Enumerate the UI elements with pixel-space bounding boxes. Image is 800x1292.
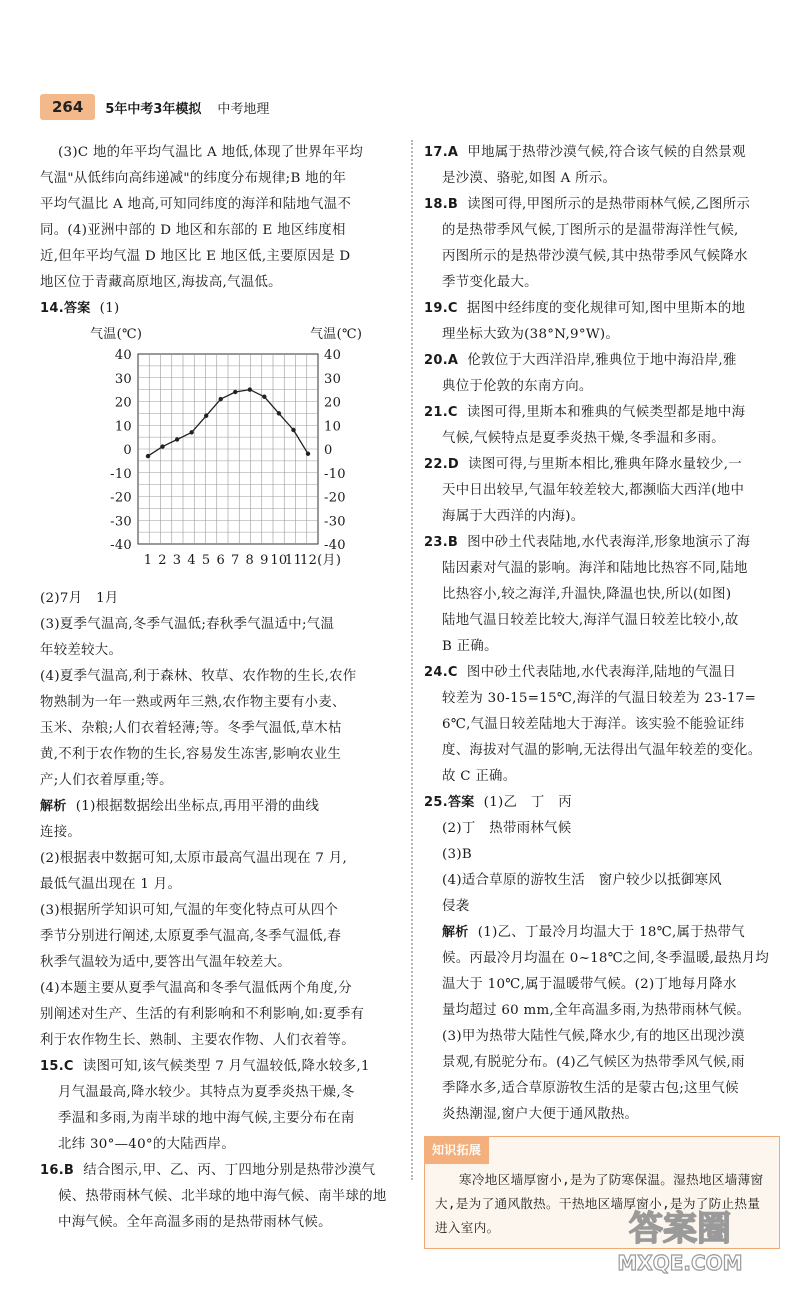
question-number: 15.C [40, 1059, 74, 1074]
text-line: 陆地气温日较差比较大,海洋气温日较差比较小,故 [442, 613, 739, 628]
watermark-logo [580, 1198, 780, 1278]
text-line: 炎热潮湿,窗户大便于通风散热。 [442, 1107, 639, 1122]
answer-item [424, 140, 780, 192]
y-axis-label-left: 气温(℃) [90, 327, 143, 342]
y-tick-label-left: -10 [110, 466, 132, 482]
text-line: 季降水多,适合草原游牧生活的是蒙古包;这里气候 [442, 1081, 739, 1096]
y-tick-label-right: 40 [324, 348, 342, 363]
text-line: 读图可得,与里斯本相比,雅典年降水量较少,一 [468, 457, 742, 472]
text-line: (3)甲为热带大陆性气候,降水少,有的地区出现沙漠 [442, 1029, 745, 1044]
text-line: (1)根据数据绘出坐标点,再用平滑的曲线 [75, 799, 320, 814]
text-line: 黄,不利于农作物的生长,容易发生冻害,影响农业生 [40, 747, 342, 762]
text-line: (3)根据所学知识可知,气温的年变化特点可从四个 [40, 903, 339, 918]
part-label: (1) [99, 301, 120, 316]
text-line: (3)C 地的年平均气温比 A 地低,体现了世界年平均 [58, 145, 364, 160]
text-line: (4)夏季气温高,利于森林、牧草、农作物的生长,农作 [40, 669, 357, 684]
x-tick-label: 2 [158, 553, 167, 568]
question-number: 22.D [424, 457, 460, 472]
answer-label: 答案 [447, 795, 475, 810]
text-line: 据图中经纬度的变化规律可知,图中里斯本的地 [466, 301, 746, 316]
y-tick-label-right: 30 [324, 371, 342, 387]
knowledge-box-title: 知识拓展 [424, 1136, 489, 1164]
question-number: 24.C [424, 665, 458, 680]
text-line: 较差为 30-15=15℃,海洋的气温日较差为 23-17= [442, 691, 757, 706]
x-tick-label: 5 [201, 553, 211, 568]
left-column [40, 140, 402, 1236]
answer-item [424, 192, 780, 296]
page-number: 264 [40, 94, 95, 120]
watermark-site: MXQE.COM [617, 1251, 743, 1275]
text-line: 伦敦位于大西洋沿岸,雅典位于地中海沿岸,雅 [467, 353, 737, 368]
data-point [233, 390, 237, 394]
text-line: 物熟制为一年一熟或两年三熟,农作物主要有小麦、 [40, 695, 346, 710]
x-tick-label: 8 [245, 553, 255, 568]
text-line: 地区位于青藏高原地区,海拔高,气温低。 [40, 275, 282, 290]
text-line: 读图可得,甲图所示的是热带雨林气候,乙图所示 [467, 197, 751, 212]
text-line: 季温和多雨,为南半球的地中海气候,主要分布在南 [58, 1111, 355, 1126]
q14-heading [40, 296, 402, 322]
answer-item [424, 348, 780, 400]
text-line: 同。(4)亚洲中部的 D 地区和东部的 E 地区纬度相 [40, 223, 346, 238]
text-line: 6℃,气温日较差陆地大于海洋。该实验不能验证纬 [442, 717, 745, 732]
answer-item [424, 400, 780, 452]
text-line: 理坐标大致为(38°N,9°W)。 [442, 327, 620, 342]
text-line: 海属于大西洋的内海)。 [442, 509, 585, 524]
text-line: 近,但年平均气温 D 地区比 E 地区低,主要原因是 D [40, 249, 351, 264]
question-number: 25. [424, 795, 448, 810]
q14-analysis [40, 794, 402, 1054]
question-number: 14. [40, 301, 64, 316]
text-line: (3)B [442, 847, 473, 862]
text-line: 结合图示,甲、乙、丙、丁四地分别是热带沙漠气 [83, 1163, 376, 1178]
answer-items [424, 140, 780, 790]
column-divider [411, 140, 413, 1180]
text-line: 是沙漠、骆驼,如图 A 所示。 [442, 171, 617, 186]
text-line: 别阐述对生产、生活的有利影响和不利影响,如:夏季有 [40, 1007, 365, 1022]
data-point [204, 414, 208, 418]
x-tick-label: 3 [172, 553, 182, 568]
q25 [424, 790, 780, 1128]
text-line: (4)适合草原的游牧生活 窗户较少以抵御寒风 [442, 873, 722, 888]
question-number: 20.A [424, 353, 459, 368]
subject-label: 中考地理 [217, 101, 270, 117]
text-line: 景观,有脱驼分布。(4)乙气候区为热带季风气候,雨 [442, 1055, 745, 1070]
y-tick-label-right: -20 [324, 490, 346, 506]
x-tick-label: 9 [260, 553, 269, 568]
right-column [424, 140, 780, 1249]
watermark-text: 答案圈 [629, 1209, 731, 1249]
question-number: 16.B [40, 1163, 75, 1178]
text-line: 利于农作物生长、熟制、主要农作物、人们衣着等。 [40, 1033, 355, 1048]
y-tick-label-left: -20 [110, 490, 132, 506]
y-tick-label-left: 0 [123, 443, 132, 458]
data-point [262, 395, 266, 399]
text-line: 故 C 正确。 [442, 769, 517, 784]
text-line: 月气温最高,降水较少。其特点为夏季炎热干燥,冬 [58, 1085, 355, 1100]
y-tick-label-left: 10 [114, 419, 132, 435]
text-line: 比热容小,较之海洋,升温快,降温也快,所以(如图) [442, 587, 732, 602]
data-point [146, 454, 150, 458]
answer-item [424, 452, 780, 530]
y-tick-label-left: 30 [114, 371, 132, 387]
text-line: 北纬 30°—40°的大陆西岸。 [58, 1137, 236, 1152]
text-line: 温大于 10℃,属于温暖带气候。(2)丁地每月降水 [442, 977, 737, 992]
text-line: 候。丙最冷月均温在 0~18℃之间,冬季温暖,最热月均 [442, 951, 770, 966]
data-point [248, 387, 252, 391]
text-line: 季节分别进行阐述,太原夏季气温高,冬季气温低,春 [40, 929, 342, 944]
text-line: (3)夏季气温高,冬季气温低;春秋季气温适中;气温 [40, 617, 335, 632]
text-line: 中海气候。全年高温多雨的是热带雨林气候。 [58, 1215, 332, 1230]
answer-item [424, 530, 780, 660]
text-line: 产;人们衣着厚重;等。 [40, 773, 173, 788]
temperature-chart [40, 322, 402, 586]
temperature-chart-svg [40, 322, 402, 586]
text-line: (2)7月 1月 [40, 591, 119, 606]
x-tick-label: 11 [284, 553, 303, 568]
text-line: 读图可知,该气候类型 7 月气温较低,降水较多,1 [82, 1059, 370, 1074]
data-point [291, 428, 295, 432]
y-tick-label-right: -30 [324, 514, 346, 530]
text-line: 连接。 [40, 825, 82, 840]
text-line: (2)丁 热带雨林气候 [442, 821, 572, 836]
page-header [40, 92, 269, 122]
text-line: (2)根据表中数据可知,太原市最高气温出现在 7 月, [40, 851, 348, 866]
answer-item [424, 296, 780, 348]
y-tick-label-left: 20 [114, 395, 132, 411]
text-line: 图中砂土代表陆地,水代表海洋,形象地演示了海 [467, 535, 751, 550]
text-line: 季节变化最大。 [442, 275, 538, 290]
book-title: 5年中考3年模拟 [105, 101, 202, 117]
text-line: 典位于伦敦的东南方向。 [442, 379, 593, 394]
text-line: B 正确。 [442, 639, 498, 654]
analysis-label: 解析 [40, 799, 67, 814]
text-line: 年较差较大。 [40, 643, 123, 658]
text-line: 玉米、杂粮;人们衣着轻薄;等。冬季气温低,草木枯 [40, 721, 342, 736]
y-tick-label-right: 20 [324, 395, 342, 411]
text-line: 最低气温出现在 1 月。 [40, 877, 182, 892]
text-line: 侵袭 [442, 899, 470, 914]
text-line: 气候,气候特点是夏季炎热干燥,冬季温和多雨。 [442, 431, 725, 446]
q16 [40, 1158, 402, 1236]
text-line: 平均气温比 A 地高,可知同纬度的海洋和陆地气温不 [40, 197, 352, 212]
text-line: 丙图所示的是热带沙漠气候,其中热带季风气候降水 [442, 249, 748, 264]
y-tick-label-right: 0 [324, 443, 333, 458]
text-line: 气温"从低纬向高纬递减"的纬度分布规律;B 地的年 [40, 171, 347, 186]
data-point [219, 397, 223, 401]
x-tick-label: 10 [270, 553, 288, 568]
data-point [175, 437, 179, 441]
y-tick-label-left: 40 [114, 348, 132, 363]
answer-item [424, 660, 780, 790]
text-line: 量均超过 60 mm,全年高温多雨,为热带雨林气候。 [442, 1003, 751, 1018]
x-tick-label: 4 [187, 553, 196, 568]
text-line: (1)乙 丁 丙 [483, 795, 572, 810]
y-tick-label-right: 10 [324, 419, 342, 435]
x-tick-label: 6 [216, 553, 226, 568]
question-number: 19.C [424, 301, 458, 316]
x-tick-label: 7 [230, 553, 240, 568]
y-tick-label-left: -40 [110, 538, 132, 553]
text-line: 秋季气温较为适中,要答出气温年较差大。 [40, 955, 291, 970]
data-point [160, 444, 164, 448]
y-tick-label-right: -40 [324, 538, 346, 553]
q14-answers [40, 586, 402, 794]
x-tick-label: 12(月) [300, 553, 342, 568]
x-tick-label: 1 [143, 553, 153, 568]
text-line: 甲地属于热带沙漠气候,符合该气候的自然景观 [467, 145, 746, 160]
text-line: 天中日出较早,气温年较差较大,都濒临大西洋(地中 [442, 483, 745, 498]
data-point [306, 452, 310, 456]
q13-continuation [40, 140, 402, 296]
text-line: 陆因素对气温的影响。海洋和陆地比热容不同,陆地 [442, 561, 748, 576]
question-number: 18.B [424, 197, 459, 212]
analysis-label: 解析 [442, 925, 469, 940]
question-number: 23.B [424, 535, 459, 550]
knowledge-box-text: 寒冷地区墙厚窗小,是为了防寒保温。湿热地区墙薄窗大,是为了通风散热。干热地区墙厚窗小,是为了防止热量进入室内。 [435, 1172, 764, 1235]
y-axis-label-right: 气温(℃) [310, 327, 363, 342]
q15 [40, 1054, 402, 1158]
data-point [277, 411, 281, 415]
answer-label: 答案 [63, 301, 91, 316]
text-line: 图中砂土代表陆地,水代表海洋,陆地的气温日 [466, 665, 737, 680]
text-line: 的是热带季风气候,丁图所示的是温带海洋性气候, [442, 223, 739, 238]
question-number: 21.C [424, 405, 458, 420]
text-line: 度、海拔对气温的影响,无法得出气温年较差的变化。 [442, 743, 762, 758]
question-number: 17.A [424, 145, 459, 160]
text-line: 读图可得,里斯本和雅典的气候类型都是地中海 [466, 405, 746, 420]
text-line: (1)乙、丁最冷月均温大于 18℃,属于热带气 [477, 925, 745, 940]
y-tick-label-left: -30 [110, 514, 132, 530]
text-line: 候、热带雨林气候、北半球的地中海气候、南半球的地 [58, 1189, 387, 1204]
text-line: (4)本题主要从夏季气温高和冬季气温低两个角度,分 [40, 981, 352, 996]
data-point [189, 430, 193, 434]
y-tick-label-right: -10 [324, 466, 346, 482]
